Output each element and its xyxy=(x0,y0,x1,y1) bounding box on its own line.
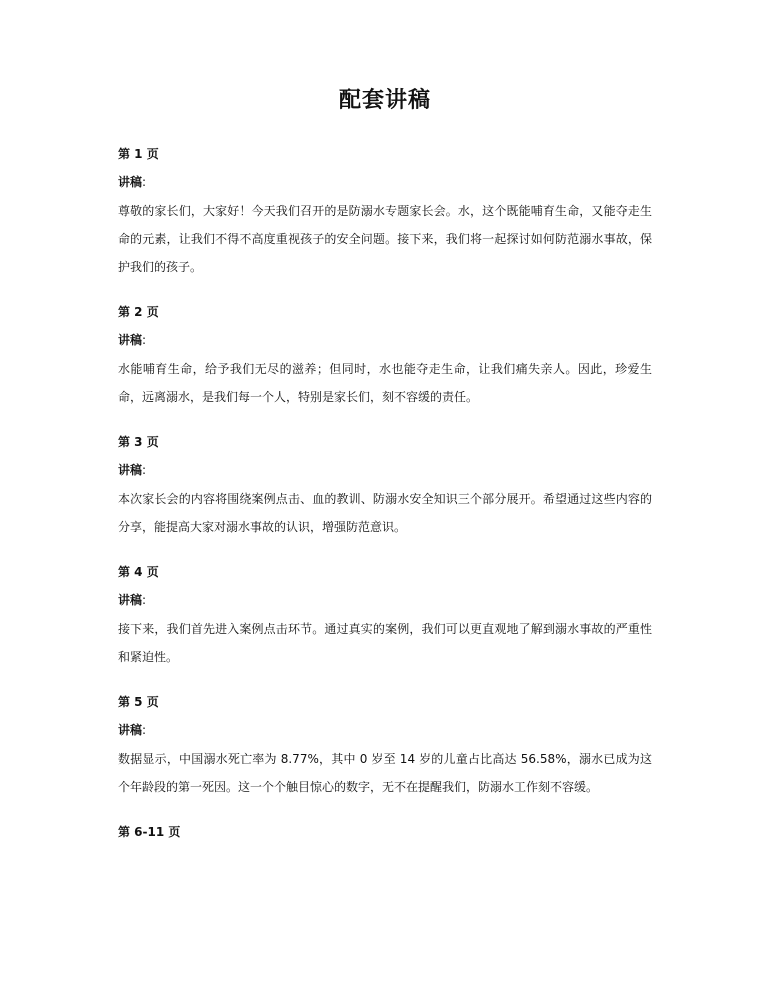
page-label: 第 2 页 xyxy=(118,305,159,319)
section-page-4 xyxy=(118,559,658,671)
section-page-1 xyxy=(118,141,658,281)
script-text: 水能哺育生命，给予我们无尽的滋养；但同时，水也能夺走生命，让我们痛失亲人。因此，珍爱生命，远离溺水，是我们每一个人，特别是家长们，刻不容缓的责任。 xyxy=(118,362,652,404)
document-title: 配套讲稿 xyxy=(338,88,431,113)
page-label: 第 6-11 页 xyxy=(118,825,181,839)
script-label: 讲稿: xyxy=(118,593,147,607)
page-label: 第 3 页 xyxy=(118,435,159,449)
section-page-5 xyxy=(118,689,658,801)
section-page-6-11 xyxy=(118,819,658,845)
script-label: 讲稿: xyxy=(118,333,147,347)
script-label: 讲稿: xyxy=(118,175,147,189)
page-label: 第 5 页 xyxy=(118,695,159,709)
section-page-3 xyxy=(118,429,658,541)
script-text: 数据显示，中国溺水死亡率为 8.77%，其中 0 岁至 14 岁的儿童占比高达 56.58%，溺水已成为这个年龄段的第一死因。这一个个触目惊心的数字，无不在提醒我们，防溺水工作刻不容缓。 xyxy=(118,752,652,794)
script-label: 讲稿: xyxy=(118,463,147,477)
document-content xyxy=(118,141,658,863)
script-label: 讲稿: xyxy=(118,723,147,737)
script-text: 接下来，我们首先进入案例点击环节。通过真实的案例，我们可以更直观地了解到溺水事故的严重性和紧迫性。 xyxy=(118,622,652,664)
page-label: 第 1 页 xyxy=(118,147,159,161)
page-label: 第 4 页 xyxy=(118,565,159,579)
section-page-2 xyxy=(118,299,658,411)
script-text: 本次家长会的内容将围绕案例点击、血的教训、防溺水安全知识三个部分展开。希望通过这些内容的分享，能提高大家对溺水事故的认识，增强防范意识。 xyxy=(118,492,652,534)
script-text: 尊敬的家长们，大家好！今天我们召开的是防溺水专题家长会。水，这个既能哺育生命，又能夺走生命的元素，让我们不得不高度重视孩子的安全问题。接下来，我们将一起探讨如何防范溺水事故，保护我们的孩子。 xyxy=(118,204,652,274)
